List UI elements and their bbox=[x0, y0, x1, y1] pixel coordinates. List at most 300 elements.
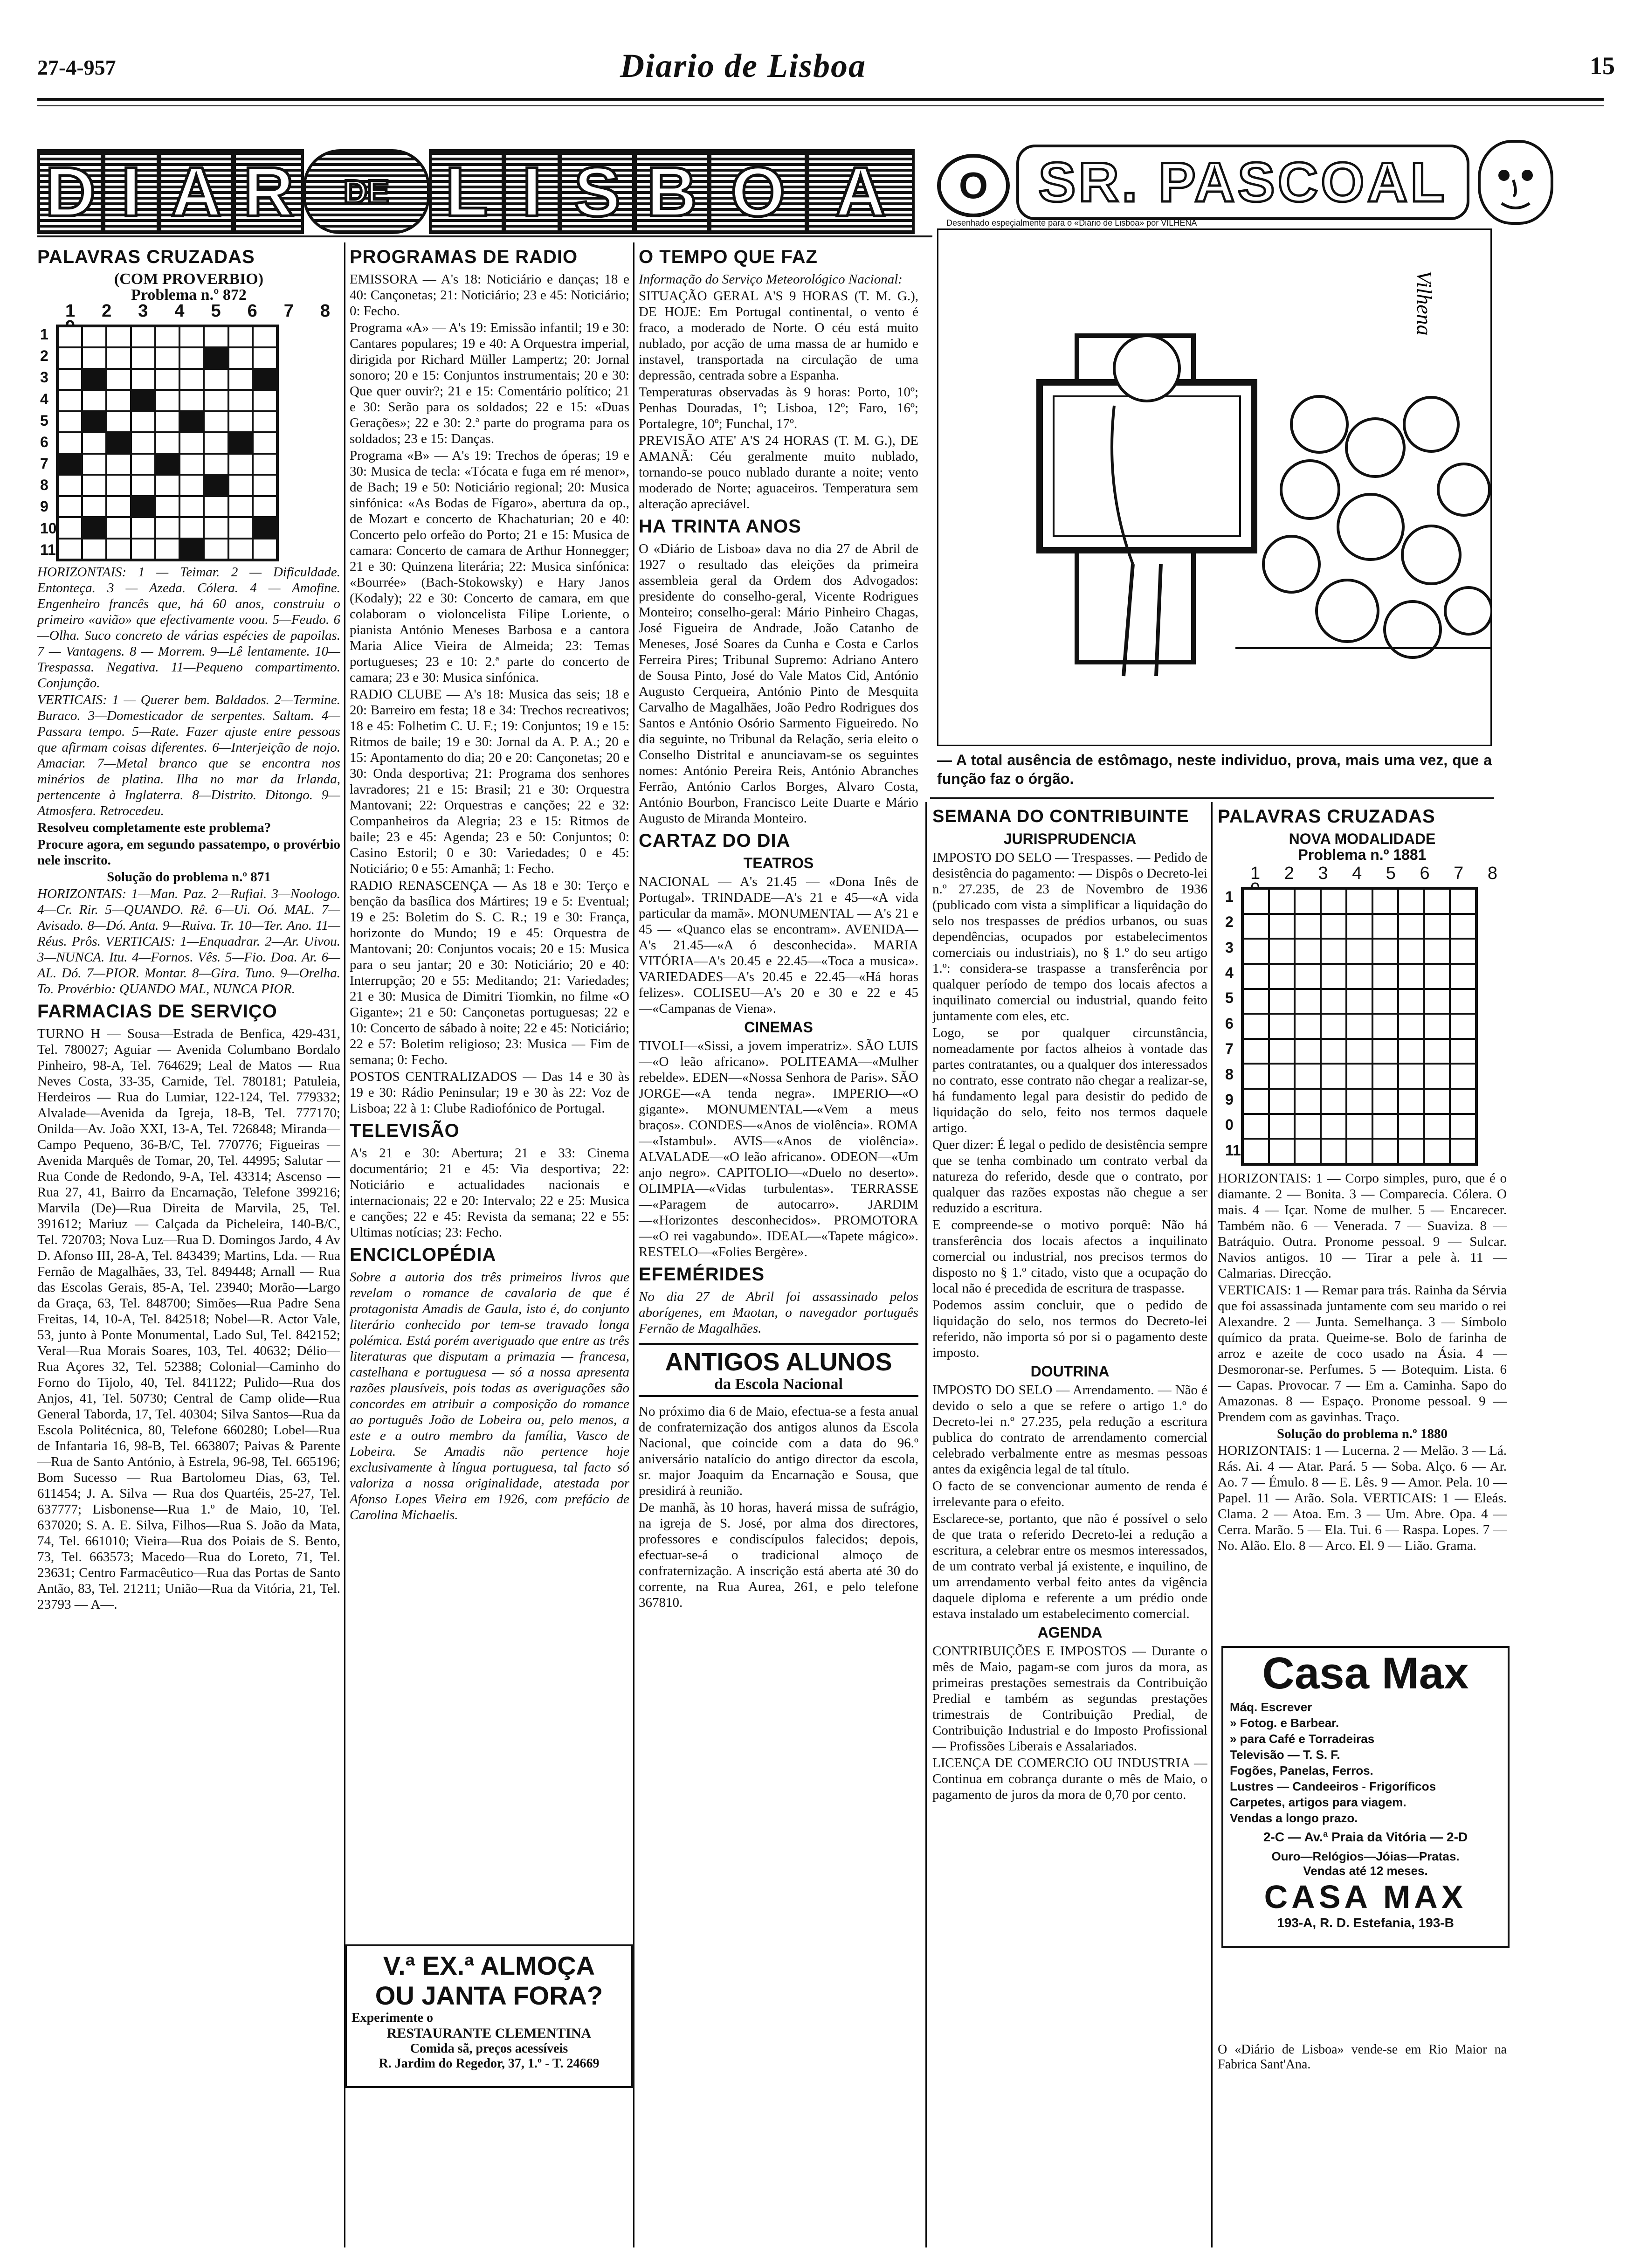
crossword-cell[interactable] bbox=[204, 369, 228, 390]
ad-almoca-line1: V.ª EX.ª ALMOÇA bbox=[383, 1951, 595, 1980]
crossword-cell[interactable] bbox=[253, 496, 277, 517]
crossword-cell[interactable] bbox=[1269, 964, 1295, 989]
crossword-cell[interactable] bbox=[82, 539, 106, 560]
crossword-cell[interactable] bbox=[1372, 1139, 1399, 1164]
crossword-cell[interactable] bbox=[179, 369, 204, 390]
crossword-cell[interactable] bbox=[179, 539, 204, 560]
crossword-cell[interactable] bbox=[1321, 914, 1347, 939]
crossword2-grid[interactable] bbox=[1241, 887, 1478, 1166]
crossword-cell[interactable] bbox=[1269, 989, 1295, 1014]
crossword-cell[interactable] bbox=[1398, 939, 1424, 964]
crossword-cell[interactable] bbox=[228, 390, 253, 411]
crossword-cell[interactable] bbox=[1295, 1014, 1321, 1039]
crossword2-horizontais: HORIZONTAIS: 1 — Corpo simples, puro, que é o diamante. 2 — Bonita. 3 — Comparecia. Cólera. O mais. 4 — Içar. Nome de mulher. 5 — Encarecer. Também não. 6 — Venerada. 7 — Suaviza. 8 — Batráquio. Outra. Pronome pessoal. 9 — Sulcar. Navios antigos. 10 — Tirar a pele à. 11 — Calmarias. Direcção. bbox=[1218, 1171, 1507, 1281]
crossword-cell[interactable] bbox=[131, 347, 155, 368]
tempo-previsao: PREVISÃO ATE' A'S 24 HORAS (T. M. G.), DE AMANÃ: Céu geralmente muito nublado, tornando-se pouco nublado durante a noite; vento moderado de Norte; aguaceiros. Temperatura sem alteração apreciável. bbox=[639, 433, 918, 512]
crossword-cell[interactable] bbox=[179, 496, 204, 517]
crossword-cell[interactable] bbox=[1269, 914, 1295, 939]
casa-max-address2: 193-A, R. D. Estefania, 193-B bbox=[1277, 1915, 1454, 1930]
crossword-cell[interactable] bbox=[253, 454, 277, 475]
crossword-cell[interactable] bbox=[82, 411, 106, 432]
crossword-cell[interactable] bbox=[1346, 1064, 1372, 1089]
crossword-cell[interactable] bbox=[82, 369, 106, 390]
crossword-cell[interactable] bbox=[1269, 889, 1295, 914]
crossword-cell[interactable] bbox=[253, 475, 277, 496]
crossword-cell[interactable] bbox=[1424, 1064, 1450, 1089]
trinta-anos-title: HA TRINTA ANOS bbox=[639, 516, 801, 537]
crossword-cell[interactable] bbox=[228, 539, 253, 560]
crossword-row-number: 11 bbox=[1225, 1141, 1241, 1159]
issue-date: 27-4-957 bbox=[37, 55, 116, 79]
column-3 bbox=[639, 242, 918, 2247]
header-rule bbox=[37, 98, 1604, 101]
contribuinte-text3: Quer dizer: É legal o pedido de desistência sempre que se tenha combinado um contrato verbal da natureza do referido, desde que o contrato, por qualquer das razões expostas não chegue a ser reduzido a escritura. bbox=[932, 1137, 1207, 1216]
crossword-cell[interactable] bbox=[1269, 1089, 1295, 1114]
crossword-row-number: 8 bbox=[40, 477, 48, 494]
crossword-cell[interactable] bbox=[58, 496, 82, 517]
crossword-cell[interactable] bbox=[1295, 1114, 1321, 1139]
crossword-cell[interactable] bbox=[106, 432, 131, 453]
crossword2-subtitle: NOVA MODALIDADE bbox=[1289, 830, 1436, 847]
crossword-cell[interactable] bbox=[204, 517, 228, 538]
antigos-alunos-box bbox=[639, 1343, 918, 1397]
crossword-cell[interactable] bbox=[1450, 989, 1476, 1014]
crossword-cell[interactable] bbox=[1398, 989, 1424, 1014]
crossword-cell[interactable] bbox=[1450, 1039, 1476, 1064]
crossword-cell[interactable] bbox=[179, 411, 204, 432]
crossword-row-number: 11 bbox=[40, 541, 56, 558]
crossword-cell[interactable] bbox=[58, 539, 82, 560]
crossword-cell[interactable] bbox=[204, 390, 228, 411]
crossword-cell[interactable] bbox=[155, 475, 179, 496]
crossword-cell[interactable] bbox=[1398, 964, 1424, 989]
enciclopedia-title: ENCICLOPÉDIA bbox=[350, 1245, 496, 1265]
efemerides-text: No dia 27 de Abril foi assassinado pelos aborígenes, em Maotan, o navegador português Fernão de Magalhães. bbox=[639, 1289, 918, 1336]
crossword-cell[interactable] bbox=[131, 390, 155, 411]
crossword-row-number: 10 bbox=[40, 519, 57, 537]
farmacias-title: FARMACIAS DE SERVIÇO bbox=[37, 1001, 277, 1022]
casa-max-line: Fogões, Panelas, Ferros. bbox=[1230, 1763, 1373, 1777]
crossword-cell[interactable] bbox=[131, 326, 155, 347]
column-divider-4 bbox=[1211, 802, 1213, 2247]
crossword-cell[interactable] bbox=[131, 496, 155, 517]
casa-max-title: Casa Max bbox=[1262, 1648, 1469, 1698]
tempo-text: SITUAÇÃO GERAL A'S 9 HORAS (T. M. G.), DE HOJE: Em Portugal continental, o vento é fraco, a moderado de Norte. O céu está muito nublado, por acção de uma massa de ar humido e instavel, transportada na circulação de uma depressão, centrada sobre a Espanha. bbox=[639, 289, 918, 383]
crossword-cell[interactable] bbox=[106, 326, 131, 347]
crossword-cell[interactable] bbox=[1450, 1089, 1476, 1114]
crossword-cell[interactable] bbox=[1372, 989, 1399, 1014]
crossword-cell[interactable] bbox=[204, 432, 228, 453]
crossword-cell[interactable] bbox=[131, 432, 155, 453]
ad-almoca-line4: RESTAURANTE CLEMENTINA bbox=[386, 2026, 592, 2041]
crossword-cell[interactable] bbox=[1346, 939, 1372, 964]
crossword-cell[interactable] bbox=[1269, 1014, 1295, 1039]
crossword-cell[interactable] bbox=[1346, 889, 1372, 914]
crossword-cell[interactable] bbox=[1372, 1114, 1399, 1139]
pascoal-title: SR. PASCOAL bbox=[1016, 145, 1469, 220]
crossword-cell[interactable] bbox=[155, 411, 179, 432]
crossword-cell[interactable] bbox=[82, 517, 106, 538]
crossword-cell[interactable] bbox=[1269, 1039, 1295, 1064]
crossword-cell[interactable] bbox=[82, 347, 106, 368]
crossword1-col-numbers: 1 2 3 4 5 6 7 8 bbox=[65, 301, 340, 321]
contribuinte-text1: IMPOSTO DO SELO — Trespasses. — Pedido de desistência do pagamento: — Dispôs o Decreto-lei n.º 27.235, de 23 de Novembro de 1936 (publicado com vista a simplificar a liquidação do selo nos trespasses de prédios urbanos, ou suas dependências, ocupados por estabelecimentos comerciais ou industriais), no § 1.º do seu artigo 1.º: considera-se traspasse a transferência por qualquer período de tempo dos locais afectos a inquilinato comercial ou industrial, quando feito juntamente com eles, etc. bbox=[932, 850, 1207, 1023]
crossword-cell[interactable] bbox=[1269, 939, 1295, 964]
crossword-cell[interactable] bbox=[1269, 1064, 1295, 1089]
column-divider-2 bbox=[633, 242, 634, 2247]
crossword-row-number: 9 bbox=[1225, 1091, 1234, 1108]
crossword-cell[interactable] bbox=[1346, 989, 1372, 1014]
crossword-cell[interactable] bbox=[1372, 939, 1399, 964]
crossword1-grid-area bbox=[37, 303, 340, 564]
crossword1-subtitle: (COM PROVERBIO) bbox=[114, 270, 264, 288]
crossword-cell[interactable] bbox=[1450, 914, 1476, 939]
agenda-title: AGENDA bbox=[1037, 1624, 1103, 1641]
crossword-cell[interactable] bbox=[58, 390, 82, 411]
crossword-cell[interactable] bbox=[1243, 964, 1269, 989]
crossword-cell[interactable] bbox=[228, 475, 253, 496]
crossword-cell[interactable] bbox=[228, 454, 253, 475]
crossword-row-number: 3 bbox=[40, 369, 48, 386]
crossword-cell[interactable] bbox=[1424, 1014, 1450, 1039]
crossword-cell[interactable] bbox=[1450, 1114, 1476, 1139]
crossword-cell[interactable] bbox=[82, 454, 106, 475]
crossword-cell[interactable] bbox=[228, 326, 253, 347]
crossword-cell[interactable] bbox=[204, 496, 228, 517]
crossword-row-number: 3 bbox=[1225, 939, 1234, 956]
televisao-text: A's 21 e 30: Abertura; 21 e 33: Cinema documentário; 21 e 45: Via desportiva; 22: Noticiário e actualidades nacionais e internacionais; 22 e 20: Intervalo; 22 e 25: Musica e canções; 22 e 45: Revista da semana; 22 e 55: Ultimas notícias; 23: Fecho. bbox=[350, 1146, 629, 1240]
crossword-cell[interactable] bbox=[228, 369, 253, 390]
crossword-cell[interactable] bbox=[1450, 939, 1476, 964]
crossword-cell[interactable] bbox=[82, 496, 106, 517]
jurisprudencia-title: JURISPRUDENCIA bbox=[1003, 830, 1137, 847]
crossword1-horizontais: HORIZONTAIS: 1 — Teimar. 2 — Dificuldade. Entonteça. 3 — Azeda. Cólera. 4 — Amofine. Engenheiro francês que, há 60 anos, construiu o primeiro «avião» que efectivamente voou. 5—Feudo. 6—Olha. Suco concreto de várias espécies de papoilas. 7 — Vantagens. 8 — Morrem. 9—Lê lentamente. 10—Trespassa. Negativa. 11—Pequeno compartimento. Conjunção. bbox=[37, 565, 340, 691]
crossword-cell[interactable] bbox=[253, 390, 277, 411]
crossword-cell[interactable] bbox=[1424, 914, 1450, 939]
radio-emissora: EMISSORA — A's 18: Noticiário e danças; 18 e 40: Cançonetas; 21: Noticiário; 23 e 45: Noticiário; 0: Fecho. bbox=[350, 272, 629, 318]
casa-max-ouro: Ouro—Relógios—Jóias—Pratas. bbox=[1271, 1849, 1460, 1863]
crossword-cell[interactable] bbox=[253, 347, 277, 368]
crossword-cell[interactable] bbox=[1243, 1139, 1269, 1164]
crossword-cell[interactable] bbox=[131, 539, 155, 560]
crossword2-solucao: HORIZONTAIS: 1 — Lucerna. 2 — Melão. 3 — Lá. Rás. Ai. 4 — Atar. Pará. 5 — Soba. Alço. 6 — Ar. Ao. 7 — Émulo. 8 — E. Lês. 9 — Amor. Pela. 10 — Papel. 11 — Arão. Sola. VERTICAIS: 1 — Eleás. Clama. 2 — Atoa. Em. 3 — Um. Abre. Opa. 4 — Cerra. Marão. 5 — Ela. Tui. 6 — Raspa. Lopes. 7 — No. Alão. Elo. 8 — Arco. El. 9 — Lião. Grama. bbox=[1218, 1443, 1507, 1553]
crossword-cell[interactable] bbox=[106, 539, 131, 560]
crossword-cell[interactable] bbox=[155, 496, 179, 517]
crossword-cell[interactable] bbox=[228, 517, 253, 538]
casa-max-line: Televisão — T. S. F. bbox=[1230, 1748, 1340, 1762]
crossword-cell[interactable] bbox=[1243, 1039, 1269, 1064]
crossword-cell[interactable] bbox=[1243, 889, 1269, 914]
crossword1-procure: Procure agora, em segundo passatempo, o provérbio nele inscrito. bbox=[37, 837, 340, 868]
cinemas-text: TIVOLI—«Sissi, a jovem imperatriz». SÃO LUIS—«O leão africano». POLITEAMA—«Mulher rebelde». EDEN—«Nossa Senhora de Paris». SÃO JORGE—«A tenda negra». IMPERIO—«O gigante». MONUMENTAL—«Vem a meus braços». CONDES—«Anos de violência». ROMA—«Istambul». AVIS—«Anos de violência». ALVALADE—«O leão africano». ODEON—«Um anjo negro». CAPITOLIO—«Duelo no deserto». OLIMPIA—«Vidas turbulentas». TERRASSE—«Paragem de autocarro». JARDIM—«Horizontes desconhecidos». PROMOTORA—«O rei vagabundo». IDEAL—«Tapete mágico». RESTELO—«Folies Bergère». bbox=[639, 1038, 918, 1259]
column-5 bbox=[1218, 802, 1507, 1641]
casa-max-lines bbox=[1223, 1699, 1508, 1826]
crossword-cell[interactable] bbox=[1450, 1014, 1476, 1039]
crossword-cell[interactable] bbox=[1346, 914, 1372, 939]
crossword-cell[interactable] bbox=[58, 411, 82, 432]
crossword-cell[interactable] bbox=[155, 517, 179, 538]
radio-programa-a: Programa «A» — A's 19: Emissão infantil; 19 e 30: Cantares populares; 19 e 40: A Orquestra imperial, dirigida por Richard Müller Lampertz; 20: Jornal sonoro; 20 e 15: Conjuntos instrumentais; 20 e 30: Que quer ouvir?; 21 e 15: Comentário político; 21 e 30: Serão para os soldados; 22 e 15: «Duas Gerações»; 22 e 30: 2.ª parte do programa para os soldados; 23 e 15: Danças. bbox=[350, 320, 629, 446]
crossword-cell[interactable] bbox=[204, 539, 228, 560]
contribuinte-title: SEMANA DO CONTRIBUINTE bbox=[932, 807, 1189, 826]
antigos-text2: De manhã, às 10 horas, haverá missa de sufrágio, na igreja de S. José, por alma dos directores, professores e condiscípulos falecidos; depois, efectuar-se-á o tradicional almoço de confraternização. A inscrição está aberta até 30 do corrente, na Rua Aurea, 261, e pelo telefone 367810. bbox=[639, 1500, 918, 1610]
ad-almoca-line5: Comida sã, preços acessíveis bbox=[410, 2041, 568, 2056]
crossword-row-number: 5 bbox=[1225, 989, 1234, 1007]
crossword-cell[interactable] bbox=[1424, 989, 1450, 1014]
crossword-cell[interactable] bbox=[82, 390, 106, 411]
crossword-cell[interactable] bbox=[1243, 989, 1269, 1014]
crossword-cell[interactable] bbox=[1321, 889, 1347, 914]
crossword-cell[interactable] bbox=[106, 454, 131, 475]
crossword-cell[interactable] bbox=[1243, 1014, 1269, 1039]
ad-almoca-line6: R. Jardim do Regedor, 37, 1.º - T. 24669 bbox=[379, 2056, 600, 2071]
crossword-cell[interactable] bbox=[1321, 1089, 1347, 1114]
casa-max-address1: 2-C — Av.ª Praia da Vitória — 2-D bbox=[1263, 1830, 1468, 1844]
crossword-cell[interactable] bbox=[1398, 1014, 1424, 1039]
crossword-cell[interactable] bbox=[106, 411, 131, 432]
casa-max-line: Lustres — Candeeiros - Frigoríficos bbox=[1230, 1779, 1436, 1793]
crossword-cell[interactable] bbox=[179, 326, 204, 347]
radio-postos: POSTOS CENTRALIZADOS — Das 14 e 30 às 19 e 30: Rádio Peninsular; 19 e 30 às 22: Voz de Lisboa; 22 à 1: Clube Radiofónico de Portugal. bbox=[350, 1069, 629, 1116]
crossword-cell[interactable] bbox=[179, 347, 204, 368]
crossword-cell[interactable] bbox=[131, 369, 155, 390]
crossword-cell[interactable] bbox=[204, 454, 228, 475]
crossword-cell[interactable] bbox=[1372, 914, 1399, 939]
crossword-cell[interactable] bbox=[253, 369, 277, 390]
tempo-temperaturas: Temperaturas observadas às 9 horas: Porto, 10º; Penhas Douradas, 1º; Lisboa, 12º; Faro, 16º; Portalegre, 10º; Funchal, 17º. bbox=[639, 385, 918, 431]
crossword-cell[interactable] bbox=[1269, 1139, 1295, 1164]
crossword-cell[interactable] bbox=[1424, 1139, 1450, 1164]
crossword-cell[interactable] bbox=[106, 390, 131, 411]
crossword-cell[interactable] bbox=[131, 475, 155, 496]
crossword-cell[interactable] bbox=[1424, 939, 1450, 964]
column-divider-3 bbox=[925, 802, 927, 2247]
crossword-cell[interactable] bbox=[1424, 889, 1450, 914]
crossword-cell[interactable] bbox=[1295, 1064, 1321, 1089]
crossword-cell[interactable] bbox=[253, 432, 277, 453]
pascoal-o-letter: O bbox=[937, 154, 1010, 217]
crossword1-verticais: VERTICAIS: 1 — Querer bem. Baldados. 2—Termine. Buraco. 3—Domesticador de serpentes. Saltam. 4—Passara tempo. 5—Rate. Fazer ajuste entre pessoas que afirmam coisas diferentes. 6—Interjeição de nojo. Amaciar. 7—Metal branco que se encontra nos minérios de platina. Ilha no mar da Irlanda, pertencente à Inglaterra. 8—Distrito. Ditongo. 9—Atmosfera. Retrocedeu. bbox=[37, 692, 340, 818]
crossword-cell[interactable] bbox=[228, 496, 253, 517]
crossword-cell[interactable] bbox=[106, 517, 131, 538]
crossword-cell[interactable] bbox=[1243, 1064, 1269, 1089]
crossword-cell[interactable] bbox=[1372, 1014, 1399, 1039]
crossword1-grid[interactable] bbox=[56, 325, 279, 561]
crossword-cell[interactable] bbox=[1295, 964, 1321, 989]
crossword-cell[interactable] bbox=[58, 475, 82, 496]
crossword-cell[interactable] bbox=[1398, 914, 1424, 939]
crossword-cell[interactable] bbox=[1398, 1064, 1424, 1089]
crossword-cell[interactable] bbox=[179, 454, 204, 475]
crossword-cell[interactable] bbox=[155, 390, 179, 411]
crossword-cell[interactable] bbox=[253, 326, 277, 347]
crossword-cell[interactable] bbox=[228, 432, 253, 453]
crossword-cell[interactable] bbox=[179, 432, 204, 453]
crossword-row-number: 7 bbox=[40, 455, 48, 472]
crossword-cell[interactable] bbox=[82, 475, 106, 496]
crossword-cell[interactable] bbox=[1295, 914, 1321, 939]
ad-casa-max bbox=[1221, 1646, 1510, 1948]
crossword-cell[interactable] bbox=[1295, 889, 1321, 914]
crossword-cell[interactable] bbox=[1346, 1039, 1372, 1064]
crossword-cell[interactable] bbox=[1424, 1114, 1450, 1139]
crossword-cell[interactable] bbox=[1295, 1089, 1321, 1114]
crossword-cell[interactable] bbox=[1243, 1114, 1269, 1139]
crossword-cell[interactable] bbox=[155, 432, 179, 453]
crossword-cell[interactable] bbox=[131, 454, 155, 475]
contribuinte-text5: Podemos assim concluir, que o pedido de liquidação do selo, nos termos do Decreto-lei referido, não importa só por si o pagamento deste imposto. bbox=[932, 1298, 1207, 1360]
crossword2-verticais: VERTICAIS: 1 — Remar para trás. Rainha da Sérvia que foi assassinada juntamente com seu marido o rei Alexandre. 2 — Junta. Semelhança. 3 — Símbolo químico da prata. Queime-se. Bolo de farinha de arroz e azeite de coco usado na Ásia. 4 — Desmoronar-se. Perfumes. 5 — Botequim. Lista. 6 — Capas. Provocar. 7 — Em a. Caminha. Sapo do Amazonas. 8 — Espaço. Pronome pessoal. 9 — Prendem com as gavinhas. Traço. bbox=[1218, 1283, 1507, 1424]
crossword-row-number: 6 bbox=[40, 433, 48, 450]
crossword-cell[interactable] bbox=[82, 432, 106, 453]
teatros-text: NACIONAL — A's 21.45 — «Dona Inês de Portugal». TRINDADE—A's 21 e 45—«A vida particular da mamã». MONUMENTAL — A's 21 e 45 — «Quanco elas se encontram». AVENIDA—A's 21.45—«A ó desconhecida». MARIA VITÓRIA—A's 20.45 e 22.45—«Toca a musica». VARIEDADES—A's 20.45 e 22.45—«Há horas felizes». COLISEU—A's 20 e 30 e 22 e 45—«Campanas de Viena». bbox=[639, 874, 918, 1016]
crossword-cell[interactable] bbox=[1321, 1014, 1347, 1039]
crossword-cell[interactable] bbox=[131, 411, 155, 432]
crossword-cell[interactable] bbox=[1372, 964, 1399, 989]
casa-max-title2: CASA MAX bbox=[1264, 1879, 1467, 1915]
crossword-row-number: 4 bbox=[1225, 964, 1234, 982]
casa-max-vendas: Vendas até 12 meses. bbox=[1303, 1864, 1428, 1878]
cartoon-credit: Desenhado espeçialmente para o «Diário de Lisboa» por VILHENA bbox=[946, 218, 1197, 228]
paper-title: Diario de Lisboa bbox=[620, 47, 866, 84]
column-4 bbox=[932, 802, 1207, 2247]
crossword-cell[interactable] bbox=[1424, 964, 1450, 989]
casa-max-line: » Fotog. e Barbear. bbox=[1230, 1716, 1339, 1730]
crossword-cell[interactable] bbox=[1346, 1089, 1372, 1114]
contribuinte-text9: CONTRIBUIÇÕES E IMPOSTOS — Durante o mês de Maio, pagam-se com juros da mora, as primeiras prestações semestrais da Contribuição Predial e também as segundas prestações trimestrais de Contribuição Predial, de Contribuição Industrial e do Imposto Profissional — Profissões Liberais e Assalariados. bbox=[932, 1644, 1207, 1754]
crossword-cell[interactable] bbox=[1295, 939, 1321, 964]
crossword-cell[interactable] bbox=[1346, 964, 1372, 989]
cinemas-title: CINEMAS bbox=[744, 1019, 813, 1036]
crossword-cell[interactable] bbox=[155, 369, 179, 390]
crossword-cell[interactable] bbox=[155, 454, 179, 475]
crossword-cell[interactable] bbox=[1295, 989, 1321, 1014]
crossword-cell[interactable] bbox=[1372, 1064, 1399, 1089]
crossword-cell[interactable] bbox=[1269, 1114, 1295, 1139]
crossword-cell[interactable] bbox=[1346, 1139, 1372, 1164]
crossword-cell[interactable] bbox=[1372, 889, 1399, 914]
crossword-row-number: 9 bbox=[40, 498, 48, 515]
enciclopedia-text: Sobre a autoria dos três primeiros livros que revelam o romance de cavalaria de que é protagonista Amadis de Gaula, isto é, do conjunto literário conhecido por tem-se travado longa polémica. Está porém averiguado que entre as três literaturas que disputam a primazia — francesa, castelhana e portuguesa — só a nossa apresenta razões plausíveis, pois todas as averiguações são concordes em atribuir a composição do romance ao português João de Lobeira ou, pelo menos, a este e a outro membro da família, Vasco de Lobeira. Se Amadis não pertence hoje exclusivamente à língua portuguesa, tal facto só valoriza a nossa originalidade, atestada por Afonso Lopes Vieira em 1926, com prefácio de Carolina Michaelis. bbox=[350, 1270, 629, 1522]
radio-programa-b: Programa «B» — A's 19: Trechos de óperas; 19 e 30: Musica de tecla: «Tócata e fuga em ré menor», de Bach; 19 e 50: Noticiário regional; 20: Musica sinfónica: «As Bodas de Fígaro», abertura da op., de Mozart e concerto de Khachaturian; 20 e 40: Concerto pelo orfeão do Porto; 21 e 15: Musica de camara: Concerto de camara de Arthur Honnegger; 21 e 30: Quinzena literária; 22: Musica sinfónica: «Bourrée» (Bach-Stokowsky) e Hary Janos (Kodaly); 22 e 30: Concerto de camara, em que colaboram o violoncelista Filipe Loriente, o pianista António Meneses Barbosa e a cantora Maria Alice Vieira de Almeida; 23: Temas portugueses; 23 e 10: 2.ª parte do concerto de camara; 23 e 30: Musica sinfónica. bbox=[350, 448, 629, 685]
crossword-cell[interactable] bbox=[58, 347, 82, 368]
crossword2-title: PALAVRAS CRUZADAS bbox=[1218, 806, 1435, 827]
crossword-cell[interactable] bbox=[106, 475, 131, 496]
crossword-row-number: 7 bbox=[1225, 1040, 1234, 1058]
column-top-rule bbox=[37, 235, 932, 237]
crossword-cell[interactable] bbox=[58, 517, 82, 538]
ad-almoca-line2: OU JANTA FORA? bbox=[375, 1981, 603, 2010]
crossword-cell[interactable] bbox=[1424, 1039, 1450, 1064]
crossword-row-number: 2 bbox=[1225, 913, 1234, 931]
crossword-cell[interactable] bbox=[1321, 1064, 1347, 1089]
crossword-cell[interactable] bbox=[106, 496, 131, 517]
crossword-cell[interactable] bbox=[253, 411, 277, 432]
crossword-cell[interactable] bbox=[1398, 1089, 1424, 1114]
cartaz-title: CARTAZ DO DIA bbox=[639, 830, 791, 851]
doutrina-title: DOUTRINA bbox=[1030, 1363, 1110, 1380]
crossword-row-number: 8 bbox=[1225, 1065, 1234, 1083]
column-2 bbox=[350, 242, 629, 1940]
crossword-cell[interactable] bbox=[179, 475, 204, 496]
crossword1-solucao: HORIZONTAIS: 1—Man. Paz. 2—Rufiai. 3—Noologo. 4—Cr. Rir. 5—QUANDO. Rê. 6—Ui. Oó. MAL. 7—Avisado. 8—Dó. Anta. 9—Ruiva. Tr. 10—Ter. Ano. 11—Réus. Prôs. VERTICAIS: 1—Enquadrar. 2—Ar. Uivou. 3—NUNCA. Itu. 4—Fornos. Vês. 5—Fio. Doa. Ar. 6—AL. Dó. 7—PIOR. Montar. 8—Gira. Tuno. 9—Orelha. To. Provérbio: QUANDO MAL, NUNCA PIOR. bbox=[37, 886, 340, 996]
crossword-cell[interactable] bbox=[1295, 1039, 1321, 1064]
crossword-cell[interactable] bbox=[58, 369, 82, 390]
cartoon-caption: — A total ausência de estômago, neste individuo, prova, mais uma vez, que a função faz o órgão. bbox=[937, 752, 1492, 787]
crossword-cell[interactable] bbox=[155, 347, 179, 368]
crossword-cell[interactable] bbox=[1450, 889, 1476, 914]
column-1 bbox=[37, 242, 340, 2247]
crossword-cell[interactable] bbox=[1450, 1064, 1476, 1089]
teatros-title: TEATROS bbox=[743, 855, 814, 871]
crossword-row-number: 5 bbox=[40, 412, 48, 429]
crossword-cell[interactable] bbox=[204, 326, 228, 347]
crossword-cell[interactable] bbox=[106, 369, 131, 390]
crossword-cell[interactable] bbox=[204, 347, 228, 368]
casa-max-line: Vendas a longo prazo. bbox=[1230, 1811, 1358, 1825]
masthead-diario-de-lisboa: D I A R DE L I S B O A bbox=[37, 149, 914, 228]
crossword-cell[interactable] bbox=[1295, 1139, 1321, 1164]
crossword-cell[interactable] bbox=[1398, 1114, 1424, 1139]
crossword-cell[interactable] bbox=[1321, 1139, 1347, 1164]
radio-clube: RADIO CLUBE — A's 18: Musica das seis; 18 e 20: Barreiro em festa; 18 e 34: Trechos recreativos; 18 e 45: Folhetim C. U. F.; 19: Conjuntos; 19 e 15: Ritmos de baile; 19 e 30: Jornal da A. P. A.; 20 e 15: Apontamento do dia; 20 e 20: Cançonetas; 20 e 30: Onda desportiva; 21: Programa dos senhores lavradores; 21 e 15: Brasil; 21 e 30: Orquestra Mantovani; 22: Orquestras e canções; 22 e 32: Companheiros da Alegria; 23 e 15: Ritmos de baile; 23 e 45: Agenda; 23 e 50: Conjuntos; 0: Casino Estoril; 0 e 30: Variedades; 0 e 45: Noticiário; 0 e 55: Amanhã; 1: Fecho. bbox=[350, 687, 629, 876]
crossword-cell[interactable] bbox=[253, 539, 277, 560]
crossword-cell[interactable] bbox=[155, 326, 179, 347]
crossword-cell[interactable] bbox=[228, 347, 253, 368]
crossword-cell[interactable] bbox=[1346, 1014, 1372, 1039]
crossword-cell[interactable] bbox=[106, 347, 131, 368]
crossword-cell[interactable] bbox=[131, 517, 155, 538]
crossword-cell[interactable] bbox=[179, 517, 204, 538]
crossword-cell[interactable] bbox=[58, 454, 82, 475]
crossword-cell[interactable] bbox=[1372, 1039, 1399, 1064]
crossword-cell[interactable] bbox=[1346, 1114, 1372, 1139]
crossword-cell[interactable] bbox=[82, 326, 106, 347]
crossword-cell[interactable] bbox=[253, 517, 277, 538]
contribuinte-text7: O facto de se convencionar aumento de renda é irrelevante para o efeito. bbox=[932, 1479, 1207, 1509]
crossword-cell[interactable] bbox=[58, 326, 82, 347]
crossword-cell[interactable] bbox=[1424, 1089, 1450, 1114]
crossword-cell[interactable] bbox=[1321, 964, 1347, 989]
crossword-cell[interactable] bbox=[1243, 914, 1269, 939]
crossword-cell[interactable] bbox=[179, 390, 204, 411]
crossword-cell[interactable] bbox=[1321, 1039, 1347, 1064]
crossword-cell[interactable] bbox=[58, 432, 82, 453]
crossword-cell[interactable] bbox=[1398, 1039, 1424, 1064]
crossword-cell[interactable] bbox=[1450, 1139, 1476, 1164]
crossword-cell[interactable] bbox=[204, 475, 228, 496]
crossword-cell[interactable] bbox=[1450, 964, 1476, 989]
ad-almoca-line3: Experimente o bbox=[352, 2011, 433, 2025]
crossword-cell[interactable] bbox=[204, 411, 228, 432]
crossword1-resolveu: Resolveu completamente este problema? bbox=[37, 820, 271, 835]
crossword-row-number: 4 bbox=[40, 390, 48, 408]
crossword-cell[interactable] bbox=[1243, 939, 1269, 964]
crossword-cell[interactable] bbox=[1321, 1114, 1347, 1139]
casa-max-line: Carpetes, artigos para viagem. bbox=[1230, 1795, 1407, 1809]
crossword2-problem: Problema n.º 1881 bbox=[1298, 846, 1427, 863]
crossword-cell[interactable] bbox=[1321, 939, 1347, 964]
crossword-cell[interactable] bbox=[155, 539, 179, 560]
crossword-cell[interactable] bbox=[228, 411, 253, 432]
tempo-title: O TEMPO QUE FAZ bbox=[639, 247, 818, 267]
crossword-cell[interactable] bbox=[1398, 1139, 1424, 1164]
crossword-cell[interactable] bbox=[1398, 889, 1424, 914]
cartoon-illustration bbox=[937, 228, 1492, 746]
crossword-cell[interactable] bbox=[1321, 989, 1347, 1014]
crossword-cell[interactable] bbox=[1243, 1089, 1269, 1114]
crossword-cell[interactable] bbox=[1372, 1089, 1399, 1114]
